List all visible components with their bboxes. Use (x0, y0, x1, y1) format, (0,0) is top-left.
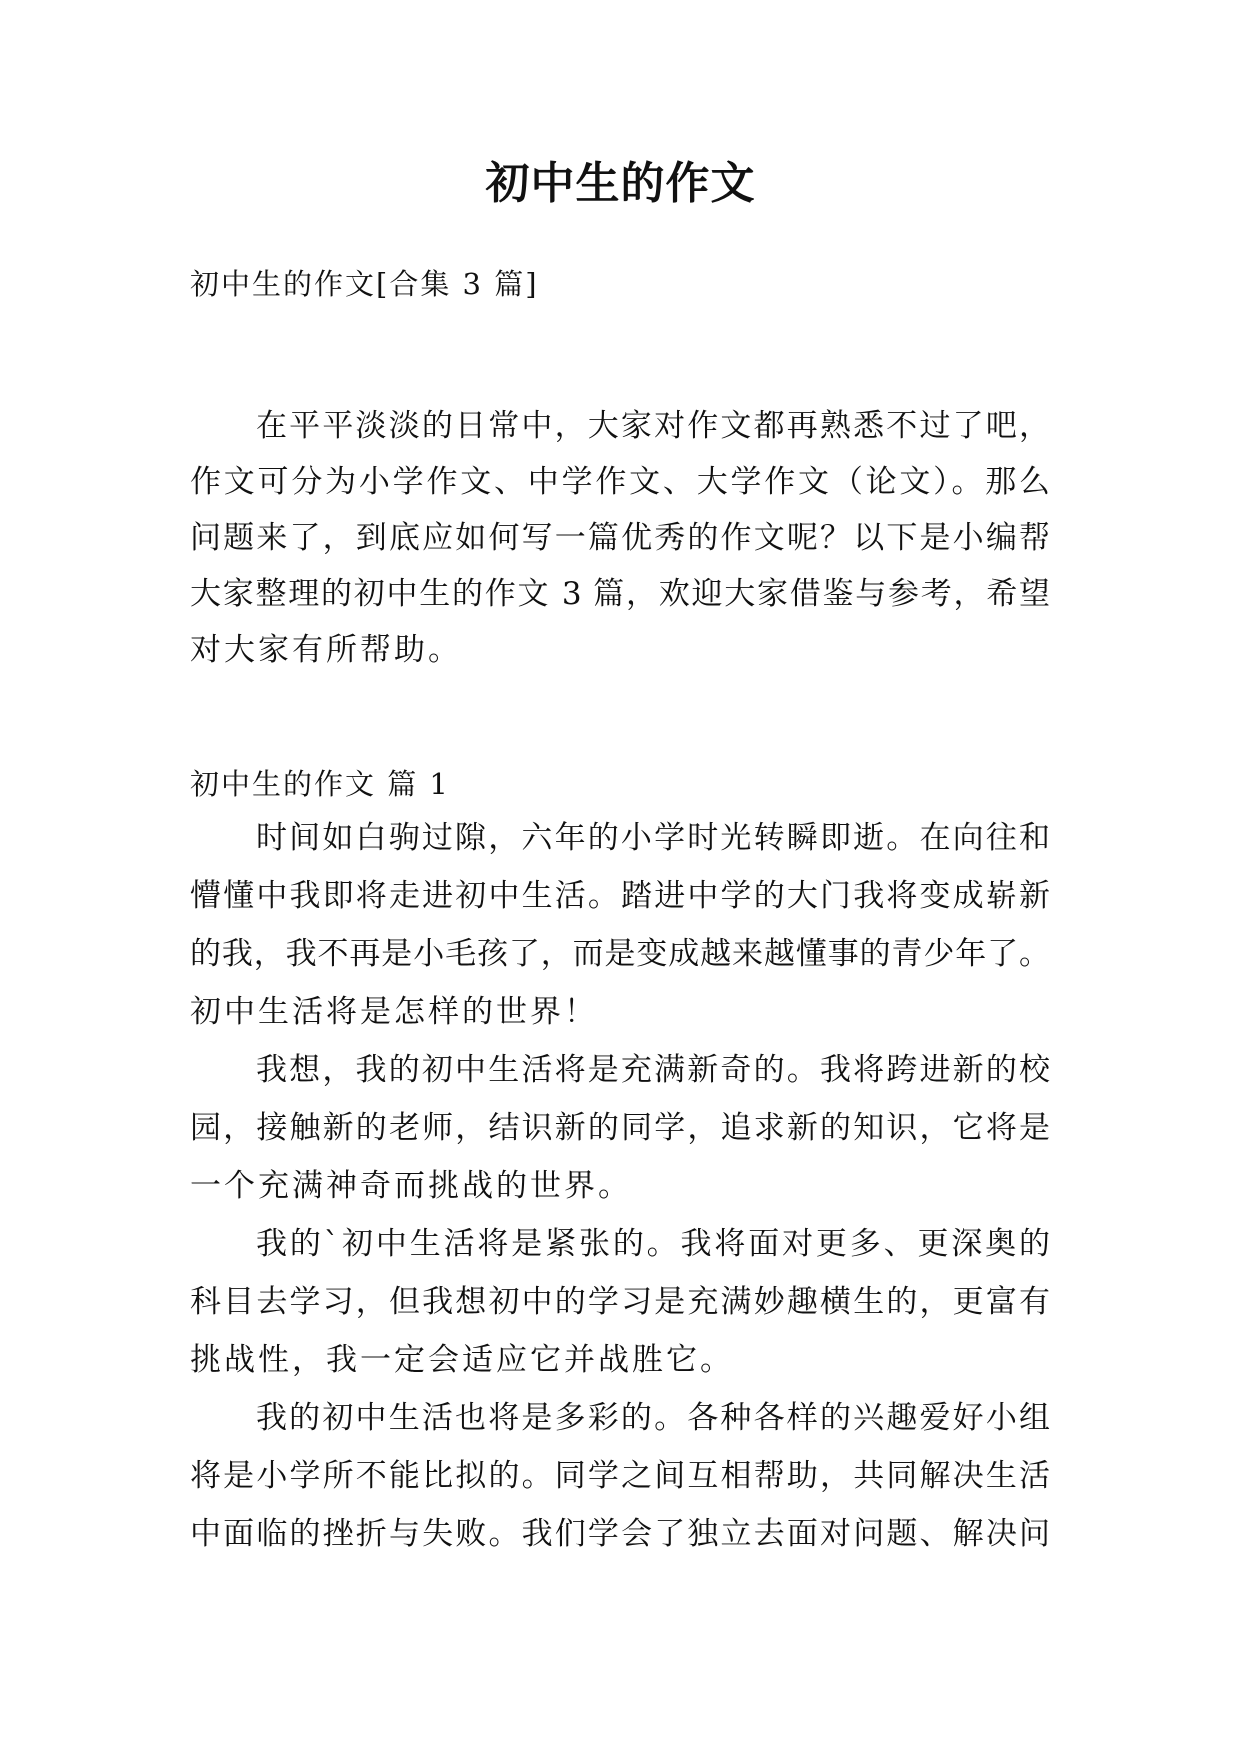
body-line: 初中生活将是怎样的世界！ (190, 994, 598, 1030)
body-line: 我的初中生活也将是多彩的。各种各样的兴趣爱好小组 (256, 1400, 1050, 1436)
intro-line: 问题来了，到底应如何写一篇优秀的作文呢？以下是小编帮 (190, 520, 1050, 556)
body-line: 中面临的挫折与失败。我们学会了独立去面对问题、解决问 (190, 1516, 1050, 1552)
intro-line: 作文可分为小学作文、中学作文、大学作文（论文）。那么 (190, 464, 1050, 500)
intro-line: 对大家有所帮助。 (190, 632, 462, 668)
document-subtitle: 初中生的作文[合集 3 篇] (190, 267, 539, 301)
intro-line: 在平平淡淡的日常中，大家对作文都再熟悉不过了吧， (256, 408, 1050, 444)
body-line: 的我，我不再是小毛孩了，而是变成越来越懂事的青少年了。 (190, 936, 1050, 972)
body-line: 我想，我的初中生活将是充满新奇的。我将跨进新的校 (256, 1052, 1050, 1088)
section-heading: 初中生的作文 篇 1 (190, 767, 450, 801)
body-line: 我的`初中生活将是紧张的。我将面对更多、更深奥的 (256, 1226, 1050, 1262)
body-line: 挑战性，我一定会适应它并战胜它。 (190, 1342, 734, 1378)
body-line: 园，接触新的老师，结识新的同学，追求新的知识，它将是 (190, 1110, 1050, 1146)
body-line: 懵懂中我即将走进初中生活。踏进中学的大门我将变成崭新 (190, 878, 1050, 914)
body-line: 时间如白驹过隙，六年的小学时光转瞬即逝。在向往和 (256, 820, 1050, 856)
document-title: 初中生的作文 (485, 158, 756, 209)
intro-line: 大家整理的初中生的作文 3 篇，欢迎大家借鉴与参考，希望 (190, 576, 1050, 612)
body-line: 一个充满神奇而挑战的世界。 (190, 1168, 632, 1204)
body-line: 将是小学所不能比拟的。同学之间互相帮助，共同解决生活 (190, 1458, 1050, 1494)
body-line: 科目去学习，但我想初中的学习是充满妙趣横生的，更富有 (190, 1284, 1050, 1320)
